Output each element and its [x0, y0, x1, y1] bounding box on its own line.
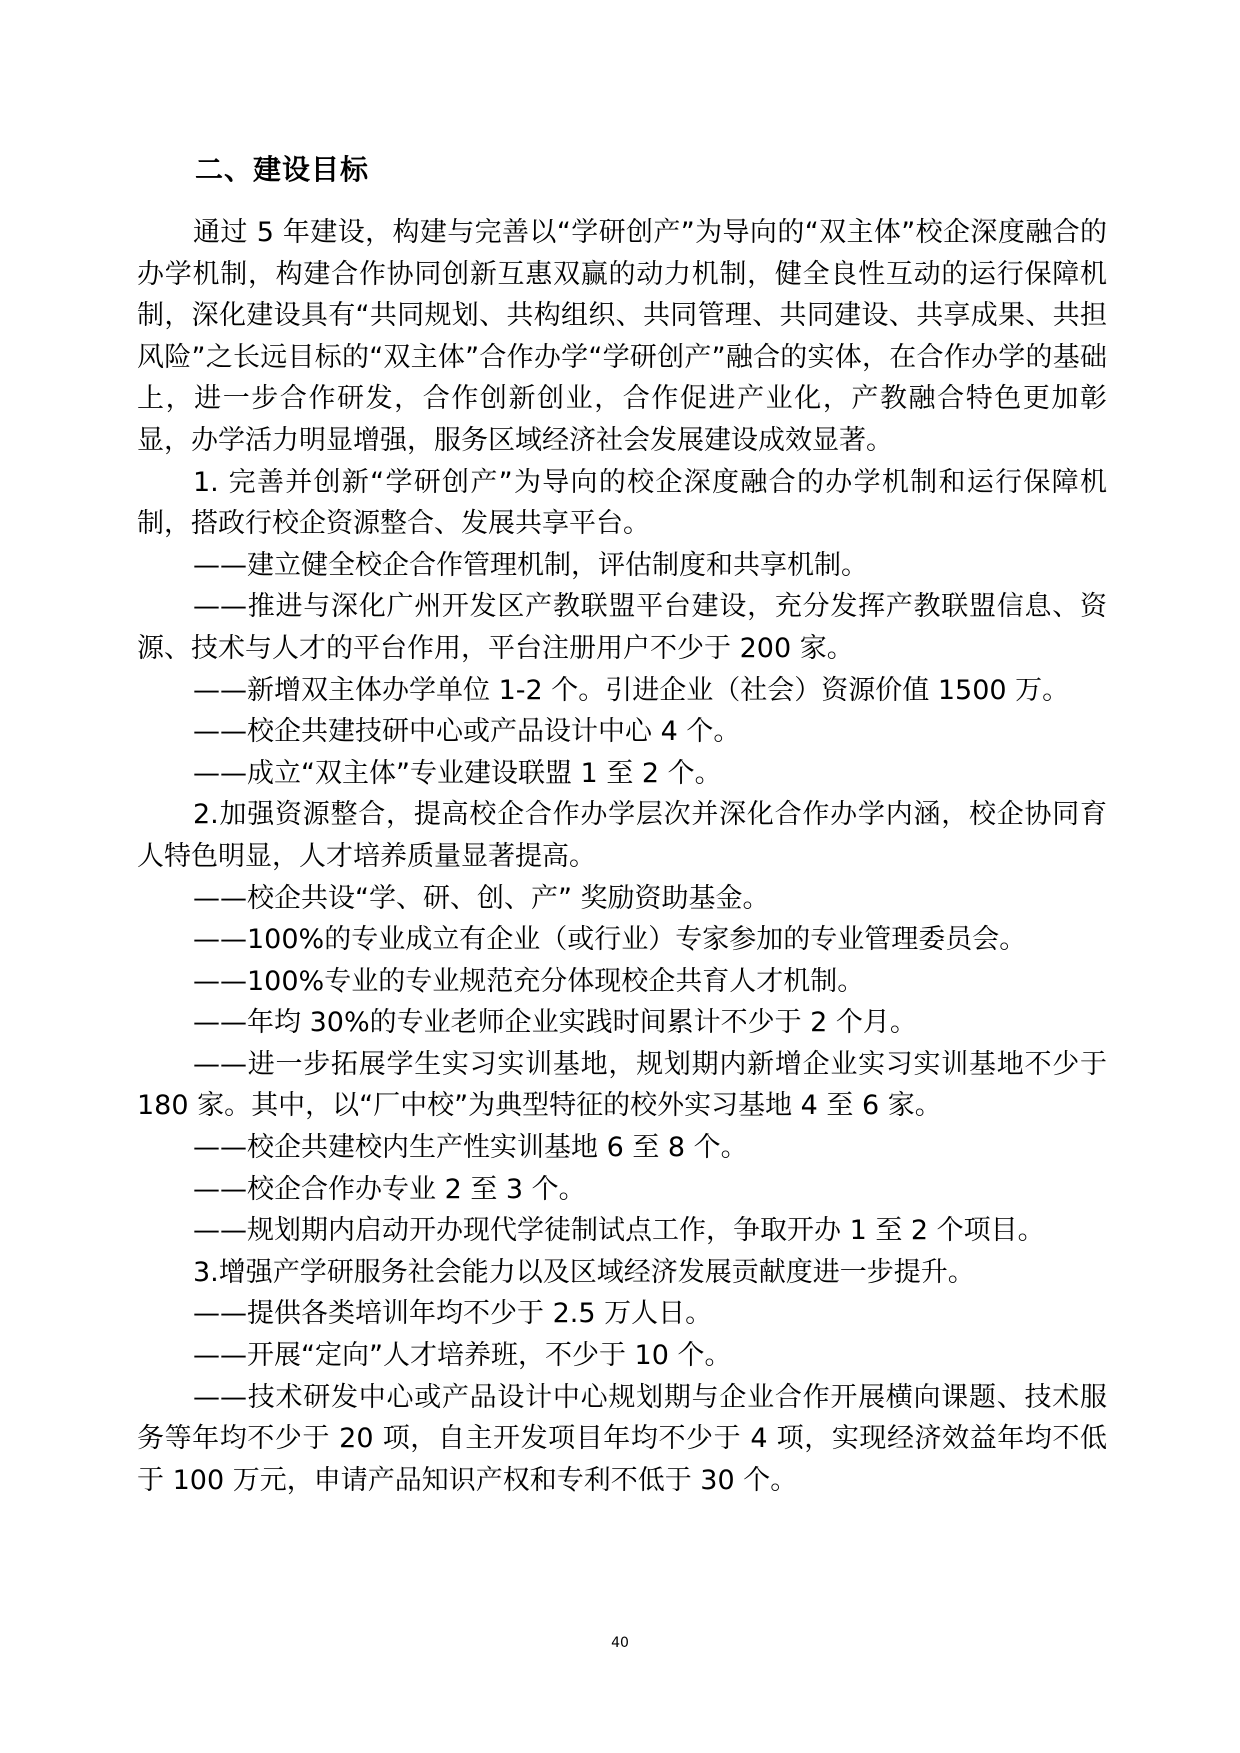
goal-item-1: 1. 完善并创新“学研创产”为导向的校企深度融合的办学机制和运行保障机制，搭政行校企资源整合、发展共享平台。 [137, 466, 1107, 540]
document-body [137, 212, 1107, 1501]
sub-item: ——技术研发中心或产品设计中心规划期与企业合作开展横向课题、技术服务等年均不少于 20 项，自主开发项目年均不少于 4 项，实现经济效益年均不低于 100 万元，申请产品知识产权和专利不低于 30 个。 [137, 1381, 1107, 1496]
sub-item: ——年均 30%的专业老师企业实践时间累计不少于 2 个月。 [193, 1007, 917, 1039]
goal-item-3: 3.增强产学研服务社会能力以及区域经济发展贡献度进一步提升。 [193, 1256, 975, 1288]
goal-item-2: 2.加强资源整合，提高校企合作办学层次并深化合作办学内涵，校企协同育人特色明显，人才培养质量显著提高。 [137, 799, 1107, 872]
sub-item: ——建立健全校企合作管理机制，评估制度和共享机制。 [193, 549, 868, 581]
sub-item: ——校企共建技研中心或产品设计中心 4 个。 [193, 716, 741, 748]
sub-item: ——校企共建校内生产性实训基地 6 至 8 个。 [193, 1132, 748, 1164]
sub-item: ——成立“双主体”专业建设联盟 1 至 2 个。 [193, 757, 722, 789]
sub-item: ——开展“定向”人才培养班，不少于 10 个。 [193, 1340, 732, 1372]
sub-item: ——规划期内启动开办现代学徒制试点工作，争取开办 1 至 2 个项目。 [193, 1215, 1045, 1247]
sub-item: ——校企共设“学、研、创、产” 奖励资助基金。 [193, 882, 770, 914]
section-heading: 二、建设目标 [195, 153, 370, 186]
sub-item: ——新增双主体办学单位 1-2 个。引进企业（社会）资源价值 1500 万。 [193, 674, 1070, 706]
sub-item: ——100%的专业成立有企业（或行业）专家参加的专业管理委员会。 [193, 924, 1027, 956]
sub-item: ——100%专业的专业规范充分体现校企共育人才机制。 [193, 965, 865, 997]
paragraph-intro: 通过 5 年建设，构建与完善以“学研创产”为导向的“双主体”校企深度融合的办学机制，构建合作协同创新互惠双赢的动力机制，健全良性互动的运行保障机制，深化建设具有“共同规划、共构组织、共同管理、共同建设、共享成果、共担风险”之长远目标的“双主体”合作办学“学研创产”融合的实体，在合作办学的基础上，进一步合作研发，合作创新创业，合作促进产业化，产教融合特色更加彰显，办学活力明显增强，服务区域经济社会发展建设成效显著。 [137, 217, 1107, 456]
page-number: 40 [611, 1635, 629, 1651]
sub-item: ——校企合作办专业 2 至 3 个。 [193, 1173, 586, 1205]
sub-item: ——推进与深化广州开发区产教联盟平台建设，充分发挥产教联盟信息、资源、技术与人才的平台作用，平台注册用户不少于 200 家。 [137, 591, 1107, 664]
sub-item: ——进一步拓展学生实习实训基地，规划期内新增企业实习实训基地不少于 180 家。其中，以“厂中校”为典型特征的校外实习基地 4 至 6 家。 [137, 1048, 1107, 1122]
sub-item: ——提供各类培训年均不少于 2.5 万人日。 [193, 1298, 713, 1330]
